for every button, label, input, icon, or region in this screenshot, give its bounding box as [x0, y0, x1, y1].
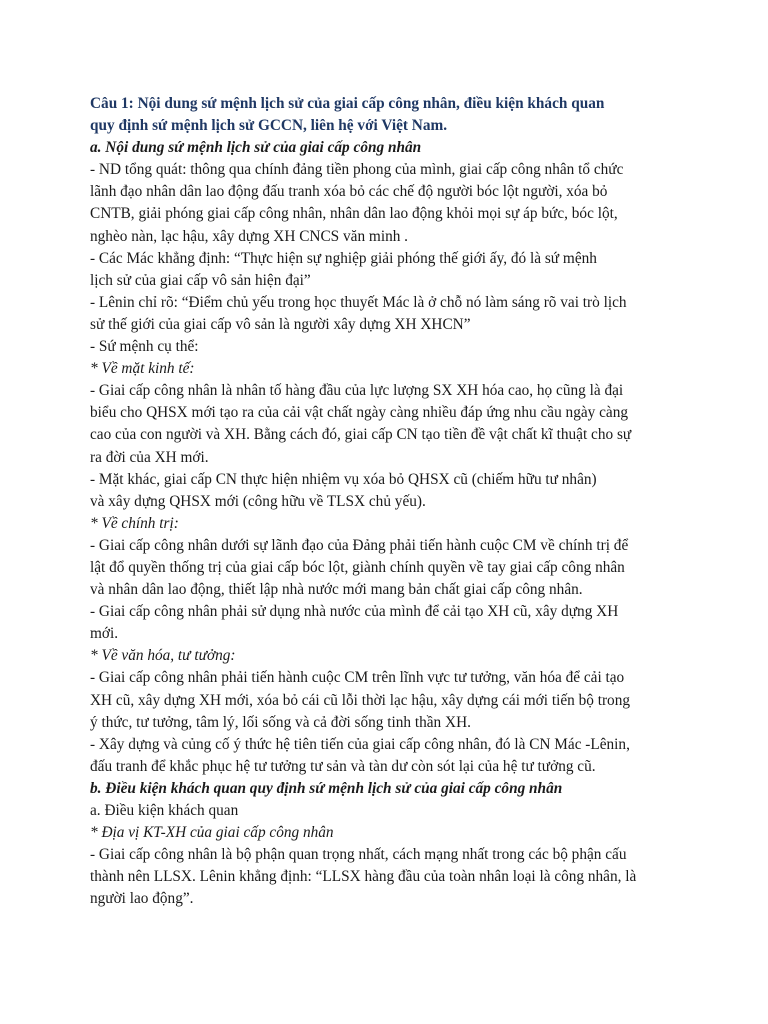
- paragraph-line: biểu cho QHSX mới tạo ra của cải vật chất ngày càng nhiều đáp ứng nhu cầu ngày càng: [90, 404, 628, 422]
- section-heading: a. Nội dung sứ mệnh lịch sử của giai cấp công nhân: [90, 139, 422, 157]
- paragraph-line: và xây dựng QHSX mới (công hữu về TLSX chủ yếu).: [90, 492, 426, 510]
- paragraph-line: thành nên LLSX. Lênin khẳng định: “LLSX hàng đầu của toàn nhân loại là công nhân, là: [90, 868, 637, 886]
- subsection-heading: * Về văn hóa, tư tưởng:: [90, 647, 236, 665]
- subsection-heading: * Về mặt kinh tế:: [90, 360, 195, 378]
- paragraph-line: nghèo nàn, lạc hậu, xây dựng XH CNCS văn minh .: [90, 227, 409, 245]
- paragraph-line: - Giai cấp công nhân dưới sự lãnh đạo của Đảng phải tiến hành cuộc CM về chính trị để: [90, 536, 629, 554]
- paragraph-line: ý thức, tư tưởng, tâm lý, lối sống và cả đời sống tinh thần XH.: [90, 713, 471, 731]
- paragraph-line: cao của con người và XH. Bằng cách đó, giai cấp CN tạo tiền đề vật chất kĩ thuật cho sự: [90, 426, 632, 444]
- paragraph-line: - Lênin chỉ rõ: “Điểm chủ yếu trong học thuyết Mác là ở chỗ nó làm sáng rõ vai trò lịch: [90, 293, 627, 311]
- paragraph-line: - Giai cấp công nhân phải sử dụng nhà nước của mình để cải tạo XH cũ, xây dựng XH: [90, 603, 619, 621]
- section-heading: b. Điều kiện khách quan quy định sứ mệnh lịch sử của giai cấp công nhân: [90, 779, 563, 797]
- subsection-heading: * Về chính trị:: [90, 514, 179, 532]
- paragraph-line: - Giai cấp công nhân phải tiến hành cuộc CM trên lĩnh vực tư tưởng, văn hóa để cải tạo: [90, 669, 625, 687]
- paragraph-line: - ND tổng quát: thông qua chính đảng tiền phong của mình, giai cấp công nhân tổ chức: [90, 161, 624, 179]
- paragraph-line: người lao động”.: [90, 890, 194, 908]
- paragraph-line: lịch sử của giai cấp vô sản hiện đại”: [90, 271, 311, 289]
- document-body: [90, 93, 690, 910]
- paragraph-line: - Giai cấp công nhân là bộ phận quan trọng nhất, cách mạng nhất trong các bộ phận cấu: [90, 846, 627, 864]
- paragraph-line: lãnh đạo nhân dân lao động đấu tranh xóa bỏ các chế độ người bóc lột người, xóa bỏ: [90, 183, 608, 201]
- paragraph-line: ra đời của XH mới.: [90, 448, 209, 466]
- paragraph-line: và nhân dân lao động, thiết lập nhà nước mới mang bản chất giai cấp công nhân.: [90, 581, 583, 599]
- paragraph-line: sử thế giới của giai cấp vô sản là người xây dựng XH XHCN”: [90, 315, 471, 333]
- paragraph-line: - Mặt khác, giai cấp CN thực hiện nhiệm vụ xóa bỏ QHSX cũ (chiếm hữu tư nhân): [90, 470, 597, 488]
- paragraph-line: đấu tranh để khắc phục hệ tư tưởng tư sản và tàn dư còn sót lại của hệ tư tưởng cũ.: [90, 757, 596, 775]
- paragraph-line: CNTB, giải phóng giai cấp công nhân, nhân dân lao động khỏi mọi sự áp bức, bóc lột,: [90, 205, 618, 223]
- subsection-heading: * Địa vị KT-XH của giai cấp công nhân: [90, 824, 334, 842]
- paragraph-line: - Các Mác khẳng định: “Thực hiện sự nghiệp giải phóng thế giới ấy, đó là sứ mệnh: [90, 249, 597, 267]
- paragraph-line: XH cũ, xây dựng XH mới, xóa bỏ cái cũ lỗi thời lạc hậu, xây dựng cái mới tiến bộ trong: [90, 691, 631, 709]
- paragraph-line: - Sứ mệnh cụ thể:: [90, 338, 199, 356]
- paragraph-line: lật đổ quyền thống trị của giai cấp bóc lột, giành chính quyền về tay giai cấp công nhân: [90, 558, 625, 576]
- paragraph-line: - Xây dựng và củng cố ý thức hệ tiên tiến của giai cấp công nhân, đó là CN Mác -Lênin,: [90, 735, 630, 753]
- document-title-line: Câu 1: Nội dung sứ mệnh lịch sử của giai cấp công nhân, điều kiện khách quan: [90, 95, 605, 112]
- document-title-line: quy định sứ mệnh lịch sử GCCN, liên hệ với Việt Nam.: [90, 117, 448, 135]
- paragraph-line: mới.: [90, 625, 119, 643]
- paragraph-line: - Giai cấp công nhân là nhân tố hàng đầu của lực lượng SX XH hóa cao, họ cũng là đại: [90, 382, 624, 400]
- paragraph-line: a. Điều kiện khách quan: [90, 802, 239, 819]
